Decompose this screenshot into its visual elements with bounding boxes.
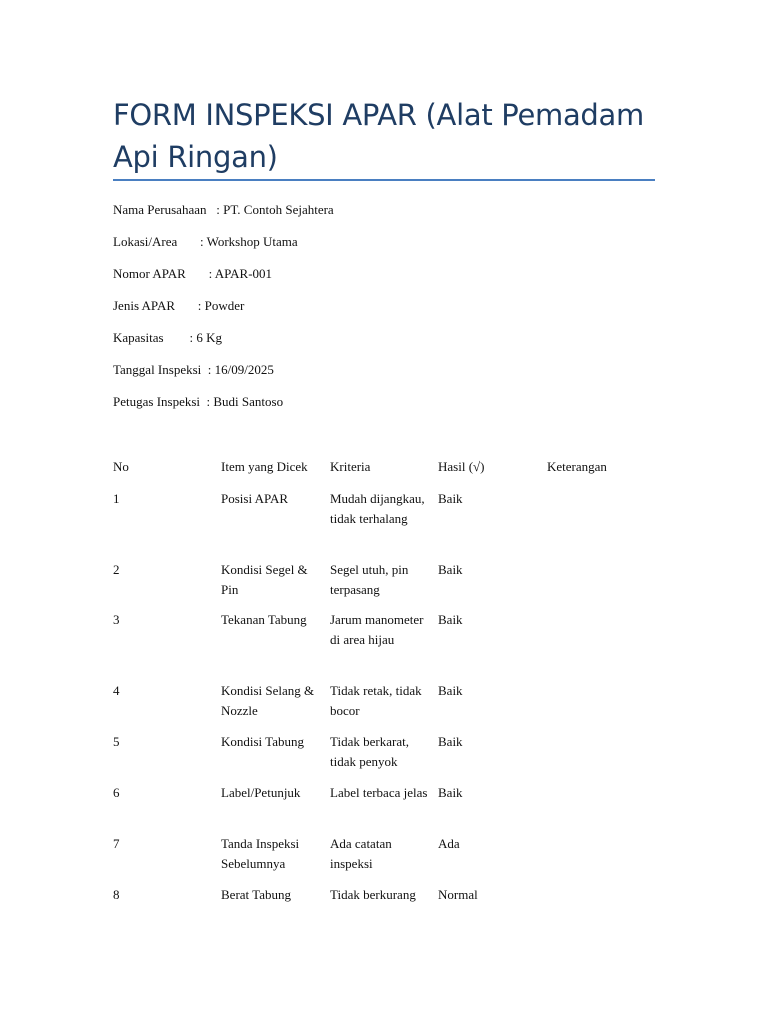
cell-item: Kondisi Selang & Nozzle — [221, 683, 315, 718]
info-kapasitas: Kapasitas : 6 Kg — [113, 330, 223, 345]
title-underline — [113, 179, 655, 181]
cell-hasil: Baik — [438, 612, 463, 627]
info-nomor-apar: Nomor APAR : APAR-001 — [113, 266, 273, 281]
cell-item: Tekanan Tabung — [221, 612, 307, 627]
cell-hasil: Baik — [438, 562, 463, 577]
cell-no: 2 — [113, 562, 120, 577]
cell-kriteria: Mudah dijangkau, tidak terhalang — [330, 491, 425, 526]
cell-kriteria: Tidak retak, tidak bocor — [330, 683, 422, 718]
cell-kriteria: Label terbaca jelas — [330, 785, 428, 800]
cell-no: 3 — [113, 612, 120, 627]
cell-hasil: Baik — [438, 734, 463, 749]
info-lokasi-area: Lokasi/Area : Workshop Utama — [113, 234, 298, 249]
cell-item: Tanda Inspeksi Sebelumnya — [221, 836, 300, 871]
header-hasil: Hasil (√) — [438, 459, 485, 474]
info-petugas-inspeksi: Petugas Inspeksi : Budi Santoso — [113, 394, 284, 409]
cell-kriteria: Ada catatan inspeksi — [330, 836, 392, 871]
cell-no: 1 — [113, 491, 120, 506]
header-no: No — [113, 459, 129, 474]
cell-hasil: Baik — [438, 785, 463, 800]
cell-no: 6 — [113, 785, 120, 800]
page-title: FORM INSPEKSI APAR (Alat Pemadam Api Ringan) — [113, 98, 644, 174]
cell-kriteria: Jarum manometer di area hijau — [330, 612, 424, 647]
cell-hasil: Ada — [438, 836, 460, 851]
header-kriteria: Kriteria — [330, 459, 371, 474]
header-item: Item yang Dicek — [221, 459, 308, 474]
cell-no: 8 — [113, 887, 120, 902]
header-keterangan: Keterangan — [547, 459, 607, 474]
info-tanggal-inspeksi: Tanggal Inspeksi : 16/09/2025 — [113, 362, 274, 377]
cell-item: Berat Tabung — [221, 887, 291, 902]
cell-item: Label/Petunjuk — [221, 785, 301, 800]
cell-hasil: Baik — [438, 683, 463, 698]
cell-item: Kondisi Segel & Pin — [221, 562, 308, 597]
cell-kriteria: Segel utuh, pin terpasang — [330, 562, 409, 597]
info-nama-perusahaan: Nama Perusahaan : PT. Contoh Sejahtera — [113, 202, 334, 217]
cell-hasil: Normal — [438, 887, 478, 902]
cell-kriteria: Tidak berkarat, tidak penyok — [330, 734, 409, 769]
cell-no: 5 — [113, 734, 120, 749]
cell-hasil: Baik — [438, 491, 463, 506]
info-jenis-apar: Jenis APAR : Powder — [113, 298, 245, 313]
cell-kriteria: Tidak berkurang — [330, 887, 416, 902]
cell-no: 7 — [113, 836, 120, 851]
cell-item: Posisi APAR — [221, 491, 289, 506]
cell-item: Kondisi Tabung — [221, 734, 304, 749]
cell-no: 4 — [113, 683, 120, 698]
